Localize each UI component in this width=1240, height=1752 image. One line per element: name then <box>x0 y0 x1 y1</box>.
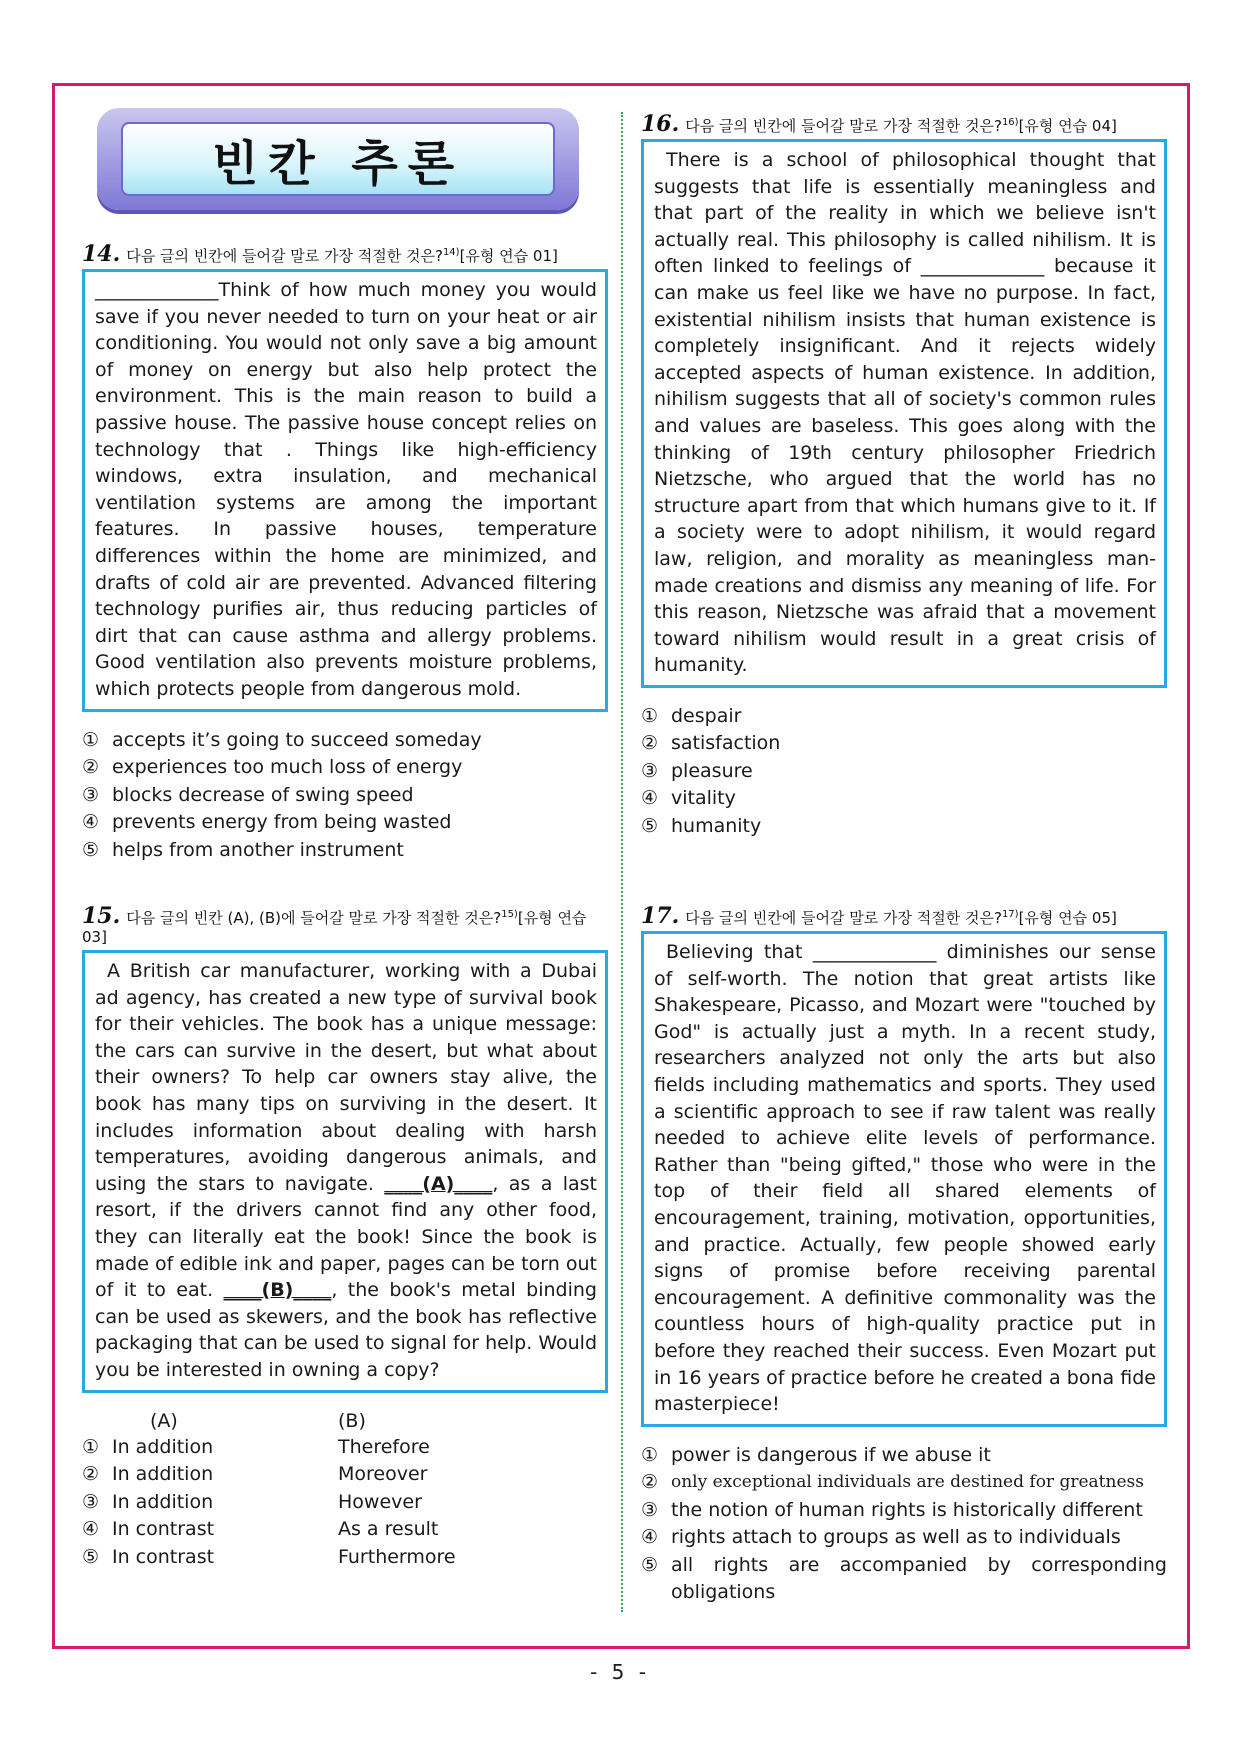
column-a-header: (A) <box>150 1409 178 1432</box>
choice-number: ④ <box>82 1518 100 1540</box>
choice-number: ⑤ <box>82 1545 100 1568</box>
question-15-header <box>82 905 608 947</box>
choice-b-text: As a result <box>338 1518 439 1540</box>
choice-number: ② <box>82 756 100 778</box>
choice-5[interactable] <box>641 813 1167 841</box>
question-prompt: 다음 글의 빈칸에 들어갈 말로 가장 적절한 것은? <box>126 247 443 265</box>
choice-4[interactable] <box>82 809 608 837</box>
choice-b-text: However <box>338 1490 422 1513</box>
choice-text: the notion of human rights is historically different <box>671 1498 1143 1521</box>
choice-2[interactable] <box>82 754 608 782</box>
choice-text: prevents energy from being wasted <box>112 811 452 833</box>
choice-3[interactable] <box>82 1489 608 1517</box>
question-ref: 16) <box>1001 117 1019 128</box>
choice-1[interactable] <box>82 727 608 755</box>
choice-2[interactable] <box>641 1469 1167 1497</box>
choice-number: ⑤ <box>82 838 100 861</box>
passage-text: There is a school of philosophical thought that suggests that life is essentially meaningless and that part of the reality in which we believe isn't actually real. This philosophy is called nihilism. It is often linked to feelings of _____________ because it can make us feel like we have no purpose. In fact, existential nihilism insists that human existence is completely insignificant. And it rejects widely accepted aspects of human existence. In addition, nihilism suggests that all of society's common rules and values are baseless. This goes along with the thinking of 19th century philosopher Friedrich Nietzsche, who argued that the world has no structure apart from that which humans give to it. If a society were to adopt nihilism, it would regard law, religion, and morality as meaningless man-made creations and dismiss any meaning of life. For this reason, Nietzsche was afraid that a movement toward nihilism would result in a great crisis of humanity. <box>654 149 1156 677</box>
question-ref: 15) <box>501 909 518 920</box>
question-15-passage <box>82 950 608 1393</box>
question-ref: 17) <box>1001 909 1019 920</box>
column-divider <box>621 112 623 1612</box>
choice-number: ④ <box>82 811 100 833</box>
choice-b-text: Furthermore <box>338 1545 456 1568</box>
question-tag: [유형 연습 04] <box>1018 117 1117 135</box>
passage-part-1: A British car manufacturer, working with a Dubai ad agency, has created a new type of survival book for their vehicles. The book has a unique message: the cars can survive in the desert, but what about their owners? To help car owners stay alive, the book has many tips on surviving in the desert. It includes information about dealing with harsh temperatures, avoiding dangerous animals, and using the stars to navigate. <box>95 960 597 1195</box>
question-15-choices <box>82 1408 608 1572</box>
choice-3[interactable] <box>641 1497 1167 1525</box>
question-ref: 14) <box>442 247 460 258</box>
choice-text: vitality <box>671 787 736 810</box>
choice-2[interactable] <box>82 1461 608 1489</box>
choice-a-text: In contrast <box>112 1545 215 1568</box>
choice-text: all rights are accompanied by corresponding obligations <box>671 1553 1167 1604</box>
choice-number: ③ <box>641 759 659 782</box>
passage-text <box>95 958 597 1384</box>
choice-text: despair <box>671 704 742 727</box>
choice-text: experiences too much loss of energy <box>112 756 463 778</box>
question-tag: [유형 연습 01] <box>459 247 558 265</box>
choice-5[interactable] <box>641 1552 1167 1607</box>
choice-a-text: In contrast <box>112 1518 215 1540</box>
question-number: 14. <box>82 241 121 267</box>
question-prompt: 다음 글의 빈칸에 들어갈 말로 가장 적절한 것은? <box>685 117 1002 135</box>
choice-text: blocks decrease of swing speed <box>112 783 414 806</box>
choice-3[interactable] <box>641 758 1167 786</box>
question-15 <box>82 905 608 1571</box>
question-16-passage <box>641 139 1167 688</box>
choice-4[interactable] <box>82 1516 608 1544</box>
choice-1[interactable] <box>641 703 1167 731</box>
question-16-header <box>641 113 1167 136</box>
choice-text: only exceptional individuals are destined for greatness <box>671 1472 1144 1493</box>
choice-text: rights attach to groups as well as to individuals <box>671 1526 1121 1549</box>
question-17-passage <box>641 931 1167 1427</box>
choice-number: ③ <box>82 1490 100 1513</box>
title-banner <box>97 108 579 210</box>
choice-text: power is dangerous if we abuse it <box>671 1443 991 1466</box>
question-tag: [유형 연습 03] <box>82 909 587 946</box>
question-number: 16. <box>641 111 680 137</box>
choice-number: ① <box>641 704 659 727</box>
question-prompt: 다음 글의 빈칸 (A), (B)에 들어갈 말로 가장 적절한 것은? <box>126 909 502 927</box>
choice-number: ② <box>641 732 659 755</box>
choice-3[interactable] <box>82 782 608 810</box>
question-14 <box>82 243 608 864</box>
choice-b-text: Therefore <box>338 1435 430 1458</box>
question-14-header <box>82 243 608 266</box>
question-14-passage <box>82 269 608 712</box>
choice-a-text: In addition <box>112 1490 214 1513</box>
choice-text: pleasure <box>671 759 753 782</box>
passage-text: Believing that _____________ diminishes our sense of self-worth. The notion that great artists like Shakespeare, Picasso, and Mozart were "touched by God" is actually just a myth. In a recent study, researchers analyzed not only the arts but also fields including mathematics and sports. They used a scientific approach to see if raw talent was really needed to achieve elite levels of performance. Rather than "being gifted," those who were in the top of their field all shared elements of encouragement, training, motivation, opportunities, and practice. Actually, few people showed early signs of promise before receiving parental encouragement. A definitive commonality was the countless hours of high-quality practice put in before they reached their success. Even Mozart put in 16 years of practice before he created a bona fide masterpiece! <box>654 941 1156 1416</box>
choice-number: ① <box>82 728 100 751</box>
choice-number: ④ <box>641 1526 659 1549</box>
question-16 <box>641 113 1167 840</box>
question-tag: [유형 연습 05] <box>1018 909 1117 927</box>
choice-2[interactable] <box>641 730 1167 758</box>
question-17-header <box>641 905 1167 928</box>
choice-text: accepts it’s going to succeed someday <box>112 728 482 751</box>
choice-number: ① <box>641 1443 659 1466</box>
choice-1[interactable] <box>641 1442 1167 1470</box>
passage-text: _____________Think of how much money you would save if you never needed to turn on your heat or air conditioning. You would not only save a big amount of money on energy but also help protect the environment. This is the main reason to build a passive house. The passive house concept relies on technology that . Things like high-efficiency windows, extra insulation, and mechanical ventilation systems are among the important features. In passive houses, temperature differences within the home are minimized, and drafts of cold air are prevented. Advanced filtering technology purifies air, thus reducing particles of dirt that can cause asthma and allergy problems. Good ventilation also prevents moisture problems, which protects people from dangerous mold. <box>95 279 597 700</box>
passage-part-3: , the book's metal binding can be used as skewers, and the book has reflective packaging that can be used to signal for help. Would you be interested in owning a copy? <box>95 1279 597 1381</box>
choice-text: satisfaction <box>671 732 781 755</box>
choice-number: ② <box>82 1463 100 1485</box>
blank-a: ____(A)____ <box>384 1172 493 1195</box>
page-title: 빈칸 추론 <box>211 135 465 192</box>
passage-part-2: , as a last resort, if the drivers cannot find any other food, they can literally eat the book! Since the book is made of edible ink and paper, pages can be torn out of it to eat. <box>95 1172 597 1302</box>
choice-4[interactable] <box>641 785 1167 813</box>
choice-number: ③ <box>82 783 100 806</box>
question-16-choices <box>641 703 1167 841</box>
blank-b: ____(B)____ <box>223 1279 332 1302</box>
choice-column-headers <box>82 1408 608 1434</box>
title-banner-inner <box>121 122 555 196</box>
column-b-header: (B) <box>338 1409 366 1432</box>
choice-number: ② <box>641 1471 659 1494</box>
choice-text: humanity <box>671 814 762 837</box>
choice-number: ① <box>82 1435 100 1458</box>
choice-number: ③ <box>641 1498 659 1521</box>
choice-1[interactable] <box>82 1434 608 1462</box>
question-17 <box>641 905 1167 1607</box>
choice-number: ⑤ <box>641 1553 659 1576</box>
question-prompt: 다음 글의 빈칸에 들어갈 말로 가장 적절한 것은? <box>685 909 1002 927</box>
choice-a-text: In addition <box>112 1435 214 1458</box>
question-14-choices <box>82 727 608 865</box>
choice-5[interactable] <box>82 837 608 865</box>
question-number: 15. <box>82 903 121 929</box>
choice-4[interactable] <box>641 1524 1167 1552</box>
choice-text: helps from another instrument <box>112 838 404 861</box>
page-number: - 5 - <box>590 1660 650 1684</box>
choice-b-text: Moreover <box>338 1463 428 1485</box>
question-17-choices <box>641 1442 1167 1607</box>
choice-number: ④ <box>641 787 659 810</box>
choice-5[interactable] <box>82 1544 608 1572</box>
choice-number: ⑤ <box>641 814 659 837</box>
choice-a-text: In addition <box>112 1463 214 1485</box>
question-number: 17. <box>641 903 680 929</box>
